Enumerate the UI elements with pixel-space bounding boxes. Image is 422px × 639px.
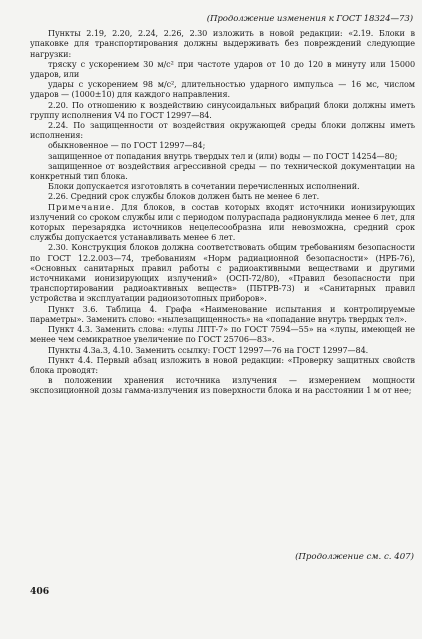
paragraph-14: Пункт 4.3. Заменить слова: «лупы ЛПТ-7» по ГОСТ 7594—55» на «лупы, имеющей не менее чем семикратное увеличение по ГОСТ 25706—83». [30, 324, 415, 345]
paragraph-17: в положении хранения источника излучения — измерением мощности экспозиционной дозы гамма-излучения из поверхности блока и на расстоянии 1 м от нее; [30, 375, 415, 396]
paragraph-4: 2.20. По отношению к воздействию синусоидальных вибраций блоки должны иметь группу исполнения V4 по ГОСТ 12997—84. [30, 99, 415, 120]
paragraph-6: обыкновенное — по ГОСТ 12997—84; [48, 140, 206, 151]
paragraph-16: Пункт 4.4. Первый абзац изложить в новой редакции: «Проверку защитных свойств блока проводят: [30, 354, 415, 375]
paragraph-5: 2.24. По защищенности от воздействия окружающей среды блоки должны иметь исполнения: [30, 120, 415, 141]
paragraph-12: 2.30. Конструкция блоков должна соответствовать общим требованиям безопасности по ГОСТ 12.2.003—74, требованиям «Норм радиационной безопасности» (НРБ-76), «Основных санитарных правил работы с радиоактивными веществами и другими источниками ионизирующих излучений» (ОСП-72/80), «Правил безопасности при транспортировании радиоактивных веществ» (ПБТРВ-73) и «Санитарных правил устройства и эксплуатации радиоизотопных приборов». [30, 242, 415, 304]
paragraph-9: Блоки допускается изготовлять в сочетании перечисленных исполнений. [48, 181, 360, 192]
paragraph-13: Пункт 3.6. Таблица 4. Графа «Наименование испытания и контролируемые параметры». Заменить слово: «нылезащищенность» на «попадание внутрь твердых тел». [30, 303, 415, 324]
running-header: (Продолжение изменения к ГОСТ 18324—73) [206, 14, 413, 24]
paragraph-10: 2.26. Средний срок службы блоков должен быть не менее 6 лет. [48, 191, 320, 202]
paragraph-15: Пункты 4.3а.3, 4.10. Заменить ссылку: ГОСТ 12997—76 на ГОСТ 12997—84. [48, 344, 369, 355]
paragraph-8: защищенное от воздействия агрессивной среды — по технической документации на конкретный тип блока. [30, 160, 415, 182]
paragraph-3: удары с ускорением 98 м/с², длительностью ударного импульса — 16 мс, числом ударов — (1000±10) для каждого направления. [30, 79, 415, 100]
paragraph-7: защищенное от попадания внутрь твердых тел и (или) воды — по ГОСТ 14254—80; [48, 150, 398, 161]
note-paragraph [30, 202, 415, 243]
note-text: Для блоков, в состав которых входят источники ионизирующих излучений со сроком службы или с периодом полураспада радионуклида менее 6 лет, для которых перезарядка источников нецелесообразна или невозможна, средний срок службы допускается устанавливать менее 6 лет. [30, 201, 415, 243]
document-page [30, 14, 415, 396]
paragraph-2: тряску с ускорением 30 м/с² при частоте ударов от 10 до 120 в минуту или 15000 ударов, или [30, 58, 415, 80]
paragraph-1: Пункты 2.19, 2.20, 2.24, 2.26, 2.30 изложить в новой редакции: «2.19. Блоки в упаковке для транспортирования должны выдерживать без повреждений следующие нагрузки: [30, 28, 415, 59]
continuation-note: (Продолжение см. с. 407) [295, 552, 414, 562]
page-number: 406 [30, 586, 50, 597]
note-lead: Примечание. [48, 201, 115, 212]
